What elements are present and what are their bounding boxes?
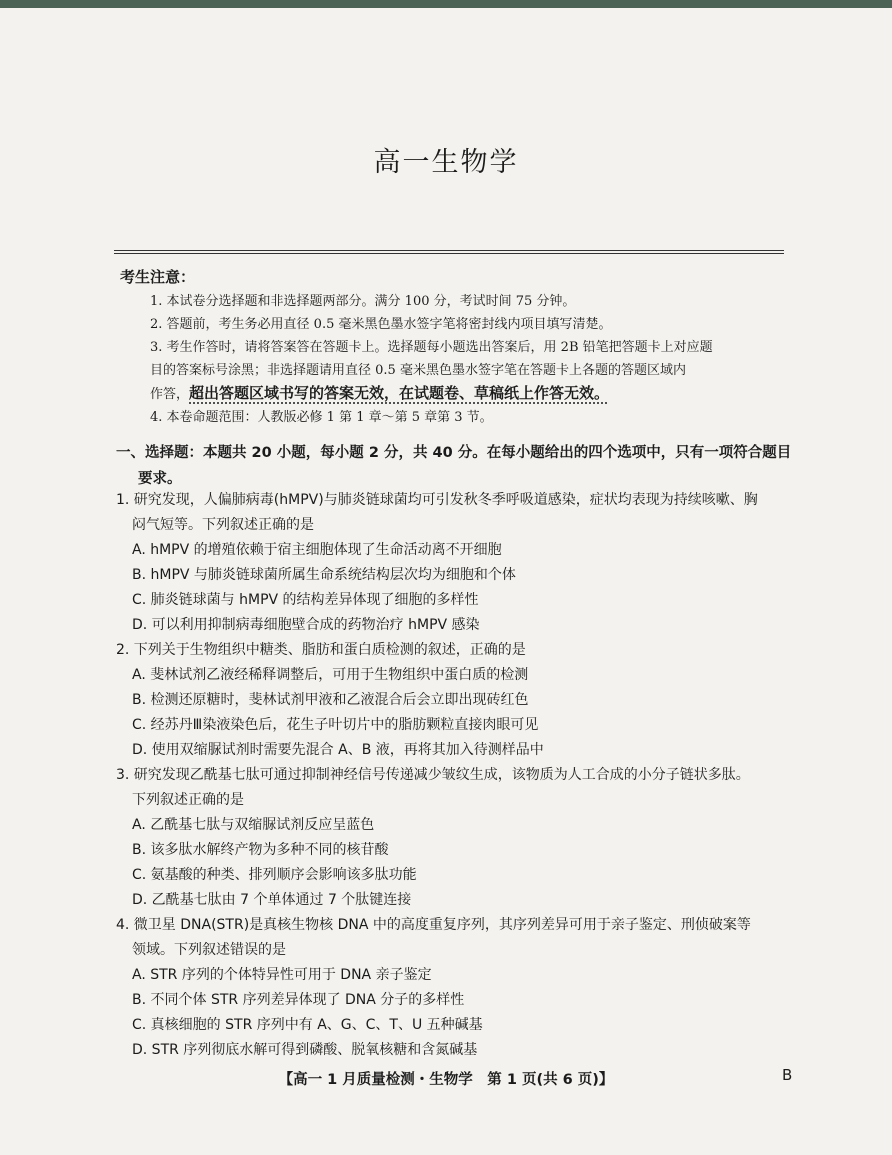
option-b: B. 该多肽水解终产物为多种不同的核苷酸 bbox=[132, 842, 389, 858]
question-stem-cont: 闷气短等。下列叙述正确的是 bbox=[132, 517, 314, 533]
page-title: 高一生物学 bbox=[373, 147, 519, 178]
option-a: A. 斐林试剂乙液经稀释调整后，可用于生物组织中蛋白质的检测 bbox=[132, 667, 529, 683]
notice-item-3-prefix: 作答， bbox=[150, 387, 190, 402]
question-stem-cont: 下列叙述正确的是 bbox=[132, 792, 244, 808]
notice-item-1: 1. 本试卷分选择题和非选择题两部分。满分 100 分，考试时间 75 分钟。 bbox=[150, 294, 576, 309]
option-b: B. 检测还原糖时，斐林试剂甲液和乙液混合后会立即出现砖红色 bbox=[132, 692, 529, 708]
option-a: A. hMPV 的增殖依赖于宿主细胞体现了生命活动离不开细胞 bbox=[132, 542, 502, 558]
title-divider bbox=[114, 250, 784, 254]
notice-item-3-bold: 超出答题区域书写的答案无效，在试题卷、草稿纸上作答无效。 bbox=[189, 384, 610, 402]
question-stem: 1. 研究发现，人偏肺病毒(hMPV)与肺炎链球菌均可引发秋冬季呼吸道感染，症状均表现为持续咳嗽、胸 bbox=[116, 492, 758, 508]
question-1 bbox=[116, 488, 806, 638]
question-stem: 3. 研究发现乙酰基七肽可通过抑制神经信号传递减少皱纹生成，该物质为人工合成的小分子链状多肽。 bbox=[116, 767, 750, 783]
section-line-1: 一、选择题：本题共 20 小题，每小题 2 分，共 40 分。在每小题给出的四个选项中，只有一项符合题目 bbox=[116, 445, 792, 461]
notice-item-3-cont: 目的答案标号涂黑；非选择题请用直径 0.5 毫米黑色墨水签字笔在答题卡上各题的答题区域内 bbox=[150, 363, 686, 378]
question-3 bbox=[116, 763, 806, 913]
option-d: D. 使用双缩脲试剂时需要先混合 A、B 液，再将其加入待测样品中 bbox=[132, 742, 544, 758]
question-stem: 2. 下列关于生物组织中糖类、脂肪和蛋白质检测的叙述，正确的是 bbox=[116, 642, 526, 658]
option-b: B. hMPV 与肺炎链球菌所属生命系统结构层次均为细胞和个体 bbox=[132, 567, 516, 583]
notice-item-2: 2. 答题前，考生务必用直径 0.5 毫米黑色墨水签字笔将密封线内项目填写清楚。 bbox=[150, 317, 612, 332]
option-c: C. 肺炎链球菌与 hMPV 的结构差异体现了细胞的多样性 bbox=[132, 592, 479, 608]
option-a: A. 乙酰基七肽与双缩脲试剂反应呈蓝色 bbox=[132, 817, 375, 833]
section-heading bbox=[116, 440, 796, 492]
notice-list bbox=[150, 290, 790, 429]
option-d: D. STR 序列彻底水解可得到磷酸、脱氧核糖和含氮碱基 bbox=[132, 1042, 478, 1058]
option-c: C. 氨基酸的种类、排列顺序会影响该多肽功能 bbox=[132, 867, 417, 883]
page-footer: 【高一 1 月质量检测・生物学 第 1 页(共 6 页)】 bbox=[278, 1072, 614, 1088]
paper-version-letter: B bbox=[782, 1066, 793, 1084]
option-d: D. 乙酰基七肽由 7 个单体通过 7 个肽键连接 bbox=[132, 892, 412, 908]
question-2 bbox=[116, 638, 806, 763]
section-line-2: 要求。 bbox=[138, 471, 182, 487]
option-c: C. 真核细胞的 STR 序列中有 A、G、C、T、U 五种碱基 bbox=[132, 1017, 483, 1033]
notice-item-4: 4. 本卷命题范围：人教版必修 1 第 1 章～第 5 章第 3 节。 bbox=[150, 410, 493, 425]
option-d: D. 可以利用抑制病毒细胞壁合成的药物治疗 hMPV 感染 bbox=[132, 617, 480, 633]
option-a: A. STR 序列的个体特异性可用于 DNA 亲子鉴定 bbox=[132, 967, 432, 983]
question-list bbox=[116, 488, 806, 1063]
option-b: B. 不同个体 STR 序列差异体现了 DNA 分子的多样性 bbox=[132, 992, 465, 1008]
notice-item-3-end bbox=[150, 382, 790, 406]
option-c: C. 经苏丹Ⅲ染液染色后，花生子叶切片中的脂肪颗粒直接肉眼可见 bbox=[132, 717, 539, 733]
question-stem: 4. 微卫星 DNA(STR)是真核生物核 DNA 中的高度重复序列，其序列差异可用于亲子鉴定、刑侦破案等 bbox=[116, 917, 751, 933]
question-4 bbox=[116, 913, 806, 1063]
notice-heading: 考生注意： bbox=[120, 268, 196, 286]
question-stem-cont: 领域。下列叙述错误的是 bbox=[132, 942, 286, 958]
notice-item-3: 3. 考生作答时，请将答案答在答题卡上。选择题每小题选出答案后，用 2B 铅笔把答题卡上对应题 bbox=[150, 340, 713, 355]
